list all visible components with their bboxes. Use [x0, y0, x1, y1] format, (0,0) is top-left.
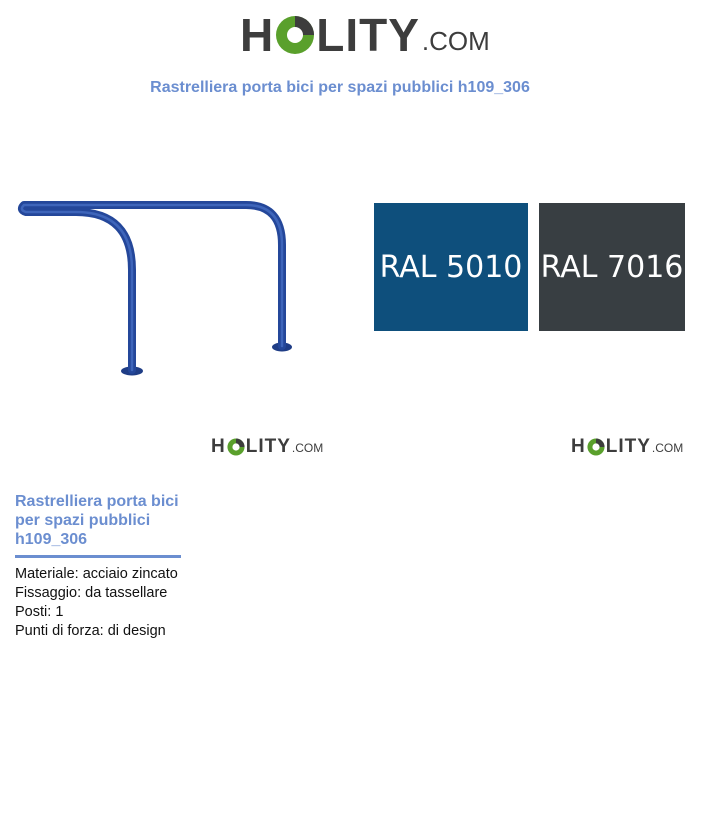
spec-key: Posti [15, 604, 48, 620]
spec-row-fissaggio: Fissaggio: da tassellare [15, 585, 168, 601]
holity-logo[interactable] [240, 9, 490, 61]
logo-domain: .COM [421, 26, 490, 56]
logo-domain: .COM [291, 441, 324, 455]
spec-row-materiale: Materiale: acciaio zincato [15, 566, 178, 582]
spec-row-posti: Posti: 1 [15, 604, 64, 620]
spec-key: Fissaggio [15, 585, 78, 601]
color-swatch-ral-7016[interactable] [539, 203, 685, 331]
spec-key: Punti di forza [15, 623, 100, 639]
logo-o-icon [587, 438, 605, 456]
logo-text-lity: LITY [316, 9, 420, 61]
swatch-label: RAL 7016 [540, 249, 684, 285]
logo-domain: .COM [651, 441, 684, 455]
spec-value: da tassellare [85, 585, 168, 601]
spec-value: 1 [55, 604, 64, 620]
product-heading: Rastrelliera porta bici per spazi pubblici h109_306 [15, 492, 181, 558]
spec-value: acciaio zincato [82, 566, 178, 582]
logo-text-lity: LITY [605, 436, 651, 457]
logo-text-lity: LITY [245, 436, 291, 457]
holity-logo-small [211, 437, 323, 456]
logo-text-h: H [571, 436, 586, 457]
product-specs [15, 565, 178, 641]
bike-rack-image [14, 190, 304, 385]
page-title: Rastrelliera porta bici per spazi pubblici h109_306 [150, 79, 530, 96]
spec-value: di design [107, 623, 166, 639]
logo-o-icon [275, 15, 315, 55]
logo-o-icon [227, 438, 245, 456]
swatch-label: RAL 5010 [379, 249, 523, 285]
logo-text-h: H [240, 9, 275, 61]
color-swatch-ral-5010[interactable] [374, 203, 528, 331]
spec-key: Materiale [15, 566, 75, 582]
holity-logo-small [571, 437, 683, 456]
spec-row-punti-di-forza: Punti di forza: di design [15, 623, 166, 639]
logo-text-h: H [211, 436, 226, 457]
